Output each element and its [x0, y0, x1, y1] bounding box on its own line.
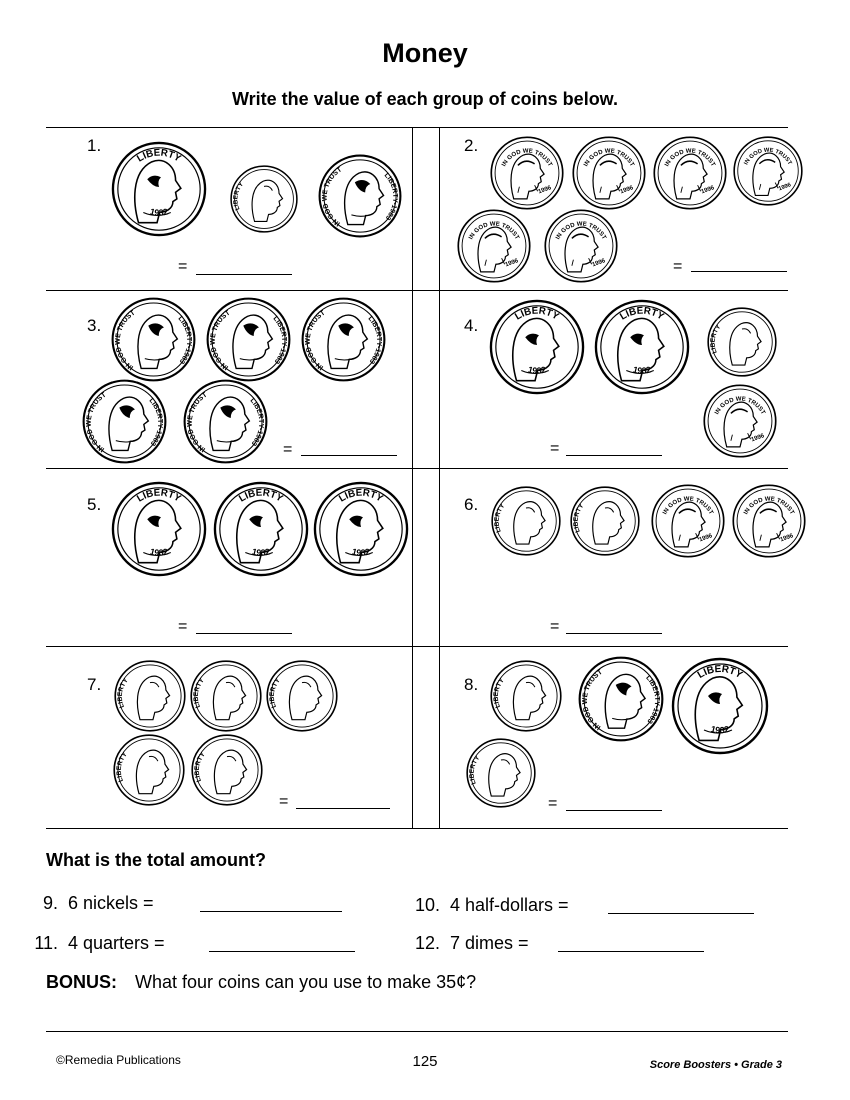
svg-text:LIBERTY: LIBERTY	[709, 323, 723, 355]
answer-blank[interactable]	[566, 810, 662, 811]
instructions: Write the value of each group of coins below.	[231, 89, 619, 109]
svg-text:IN GOD WE TRUST: IN GOD WE TRUST	[743, 147, 793, 167]
svg-text:LIBERTY: LIBERTY	[237, 487, 285, 505]
answer-blank[interactable]	[196, 633, 292, 634]
svg-text:IN GOD WE TRUST: IN GOD WE TRUST	[467, 220, 521, 241]
page-number: 125	[412, 1053, 438, 1070]
page-title: Money	[382, 38, 468, 68]
question-text: 6 nickels =	[68, 893, 154, 913]
question-text: 4 half-dollars =	[450, 895, 569, 915]
svg-text:1932: 1932	[250, 546, 272, 558]
answer-blank[interactable]	[200, 911, 342, 912]
dime-coin	[465, 737, 537, 809]
svg-text:LIBERTY: LIBERTY	[695, 663, 745, 681]
dime-coin	[189, 659, 263, 733]
question-text: 7 dimes =	[450, 933, 529, 953]
problem-number: 4.	[464, 316, 479, 335]
answer-blank[interactable]	[301, 455, 397, 456]
svg-text:1996: 1996	[777, 182, 792, 193]
quarter-coin	[212, 480, 310, 578]
dime-coin	[265, 659, 339, 733]
bonus-label: BONUS:	[46, 972, 117, 992]
equals-sign: =	[178, 258, 188, 275]
nickel-coin	[577, 655, 665, 743]
svg-text:1996: 1996	[619, 184, 635, 196]
dime-coin	[489, 659, 563, 733]
problem-number: 5.	[87, 495, 102, 514]
quarter-coin	[593, 298, 691, 396]
equals-sign: =	[548, 795, 558, 812]
problem-number: 7.	[87, 675, 102, 694]
dime-coin	[190, 733, 264, 807]
svg-text:IN GOD WE TRUST: IN GOD WE TRUST	[582, 147, 636, 168]
svg-text:IN GOD WE TRUST: IN GOD WE TRUST	[186, 391, 209, 453]
svg-text:LIBERTY: LIBERTY	[618, 305, 666, 323]
question-number: 12.	[414, 933, 440, 953]
svg-text:LIBERTY: LIBERTY	[468, 754, 482, 786]
nickel-coin	[182, 378, 269, 465]
quarter-coin	[670, 656, 770, 756]
question-number: 9.	[42, 893, 58, 913]
problem-number: 8.	[464, 675, 479, 694]
svg-text:LIBERTY: LIBERTY	[193, 751, 207, 783]
dime-coin	[113, 659, 187, 733]
svg-text:LIBERTY: LIBERTY	[492, 677, 506, 709]
question-number: 11.	[34, 933, 58, 953]
quarter-coin	[110, 480, 208, 578]
total-heading: What is the total amount?	[46, 850, 266, 870]
penny-coin	[731, 483, 807, 559]
svg-text:IN GOD WE TRUST: IN GOD WE TRUST	[304, 309, 327, 371]
svg-text:IN GOD WE TRUST: IN GOD WE TRUST	[713, 395, 767, 416]
penny-coin	[489, 135, 565, 211]
footer-publisher: ©Remedia Publications	[56, 1053, 181, 1067]
dime-coin	[112, 733, 186, 807]
svg-text:IN GOD WE TRUST: IN GOD WE TRUST	[85, 391, 108, 453]
answer-blank[interactable]	[296, 808, 390, 809]
svg-text:LIBERTY-1983: LIBERTY-1983	[147, 397, 164, 447]
dime-coin	[490, 485, 562, 557]
svg-text:LIBERTY-1983: LIBERTY-1983	[271, 315, 288, 365]
svg-text:1996: 1996	[504, 257, 520, 269]
equals-sign: =	[550, 440, 560, 457]
footer-series: Score Boosters • Grade 3	[649, 1059, 782, 1071]
svg-text:LIBERTY: LIBERTY	[115, 751, 129, 783]
svg-text:LIBERTY: LIBERTY	[513, 305, 561, 323]
penny-coin	[702, 383, 778, 459]
svg-text:1996: 1996	[750, 432, 766, 444]
problem-number: 3.	[87, 316, 102, 335]
problem-number: 6.	[464, 495, 479, 514]
equals-sign: =	[279, 793, 289, 810]
dime-coin	[706, 306, 778, 378]
penny-coin	[732, 135, 804, 207]
svg-text:LIBERTY: LIBERTY	[135, 147, 183, 165]
bonus-text: What four coins can you use to make 35¢?	[135, 972, 477, 992]
svg-text:LIBERTY: LIBERTY	[493, 502, 507, 534]
svg-text:1932: 1932	[709, 723, 731, 736]
svg-text:IN GOD WE TRUST: IN GOD WE TRUST	[663, 147, 717, 168]
nickel-coin	[81, 378, 168, 465]
svg-text:LIBERTY-1983: LIBERTY-1983	[644, 674, 661, 725]
problem-number: 1.	[87, 136, 102, 155]
svg-text:LIBERTY-1983: LIBERTY-1983	[382, 171, 399, 222]
svg-text:1932: 1932	[631, 364, 653, 376]
equals-sign: =	[550, 618, 560, 635]
svg-text:LIBERTY: LIBERTY	[232, 181, 246, 212]
answer-blank[interactable]	[691, 271, 787, 272]
svg-text:IN GOD WE TRUST: IN GOD WE TRUST	[742, 495, 796, 516]
svg-text:1996: 1996	[698, 532, 714, 544]
nickel-coin	[205, 296, 292, 383]
svg-text:IN GOD WE TRUST: IN GOD WE TRUST	[554, 220, 608, 241]
svg-text:IN GOD WE TRUST: IN GOD WE TRUST	[114, 309, 137, 371]
penny-coin	[456, 208, 532, 284]
svg-text:LIBERTY-1983: LIBERTY-1983	[176, 315, 193, 365]
svg-text:1932: 1932	[148, 546, 170, 558]
question-11	[18, 933, 165, 954]
svg-text:LIBERTY: LIBERTY	[116, 677, 130, 709]
nickel-coin	[300, 296, 387, 383]
penny-coin	[652, 135, 728, 211]
svg-text:1932: 1932	[148, 206, 170, 218]
dime-coin	[229, 164, 299, 234]
penny-coin	[571, 135, 647, 211]
svg-text:LIBERTY: LIBERTY	[337, 487, 385, 505]
answer-blank[interactable]	[608, 913, 754, 914]
quarter-coin	[110, 140, 208, 238]
penny-coin	[650, 483, 726, 559]
svg-text:LIBERTY: LIBERTY	[268, 677, 282, 709]
quarter-coin	[312, 480, 410, 578]
svg-text:1996: 1996	[700, 184, 716, 196]
svg-text:1932: 1932	[526, 364, 548, 376]
svg-text:IN GOD WE TRUST: IN GOD WE TRUST	[500, 147, 554, 168]
question-9	[18, 893, 154, 914]
bonus-answer-line[interactable]	[46, 1031, 788, 1032]
svg-text:IN GOD WE TRUST: IN GOD WE TRUST	[321, 166, 344, 228]
nickel-coin	[110, 296, 197, 383]
answer-blank[interactable]	[566, 455, 662, 456]
nickel-coin	[317, 153, 403, 239]
svg-text:LIBERTY: LIBERTY	[135, 487, 183, 505]
penny-coin	[543, 208, 619, 284]
svg-text:LIBERTY-1983: LIBERTY-1983	[366, 315, 383, 365]
svg-text:1996: 1996	[537, 184, 553, 196]
svg-text:LIBERTY-1983: LIBERTY-1983	[248, 397, 265, 447]
question-number: 10.	[414, 895, 440, 915]
svg-text:LIBERTY: LIBERTY	[572, 502, 586, 534]
bonus-question	[46, 972, 476, 993]
equals-sign: =	[673, 258, 683, 275]
question-12	[400, 933, 529, 954]
svg-text:IN GOD WE TRUST: IN GOD WE TRUST	[209, 309, 232, 371]
answer-blank[interactable]	[196, 274, 292, 275]
quarter-coin	[488, 298, 586, 396]
answer-blank[interactable]	[566, 633, 662, 634]
question-text: 4 quarters =	[68, 933, 165, 953]
equals-sign: =	[178, 618, 188, 635]
answer-blank[interactable]	[209, 951, 355, 952]
svg-text:IN GOD WE TRUST: IN GOD WE TRUST	[661, 495, 715, 516]
problem-number: 2.	[464, 136, 479, 155]
svg-text:1996: 1996	[591, 257, 607, 269]
question-10	[400, 895, 569, 916]
svg-text:1996: 1996	[779, 532, 795, 544]
dime-coin	[569, 485, 641, 557]
svg-text:IN GOD WE TRUST: IN GOD WE TRUST	[581, 668, 604, 731]
svg-text:1932: 1932	[350, 546, 372, 558]
svg-text:LIBERTY: LIBERTY	[192, 677, 206, 709]
equals-sign: =	[283, 441, 293, 458]
answer-blank[interactable]	[558, 951, 704, 952]
